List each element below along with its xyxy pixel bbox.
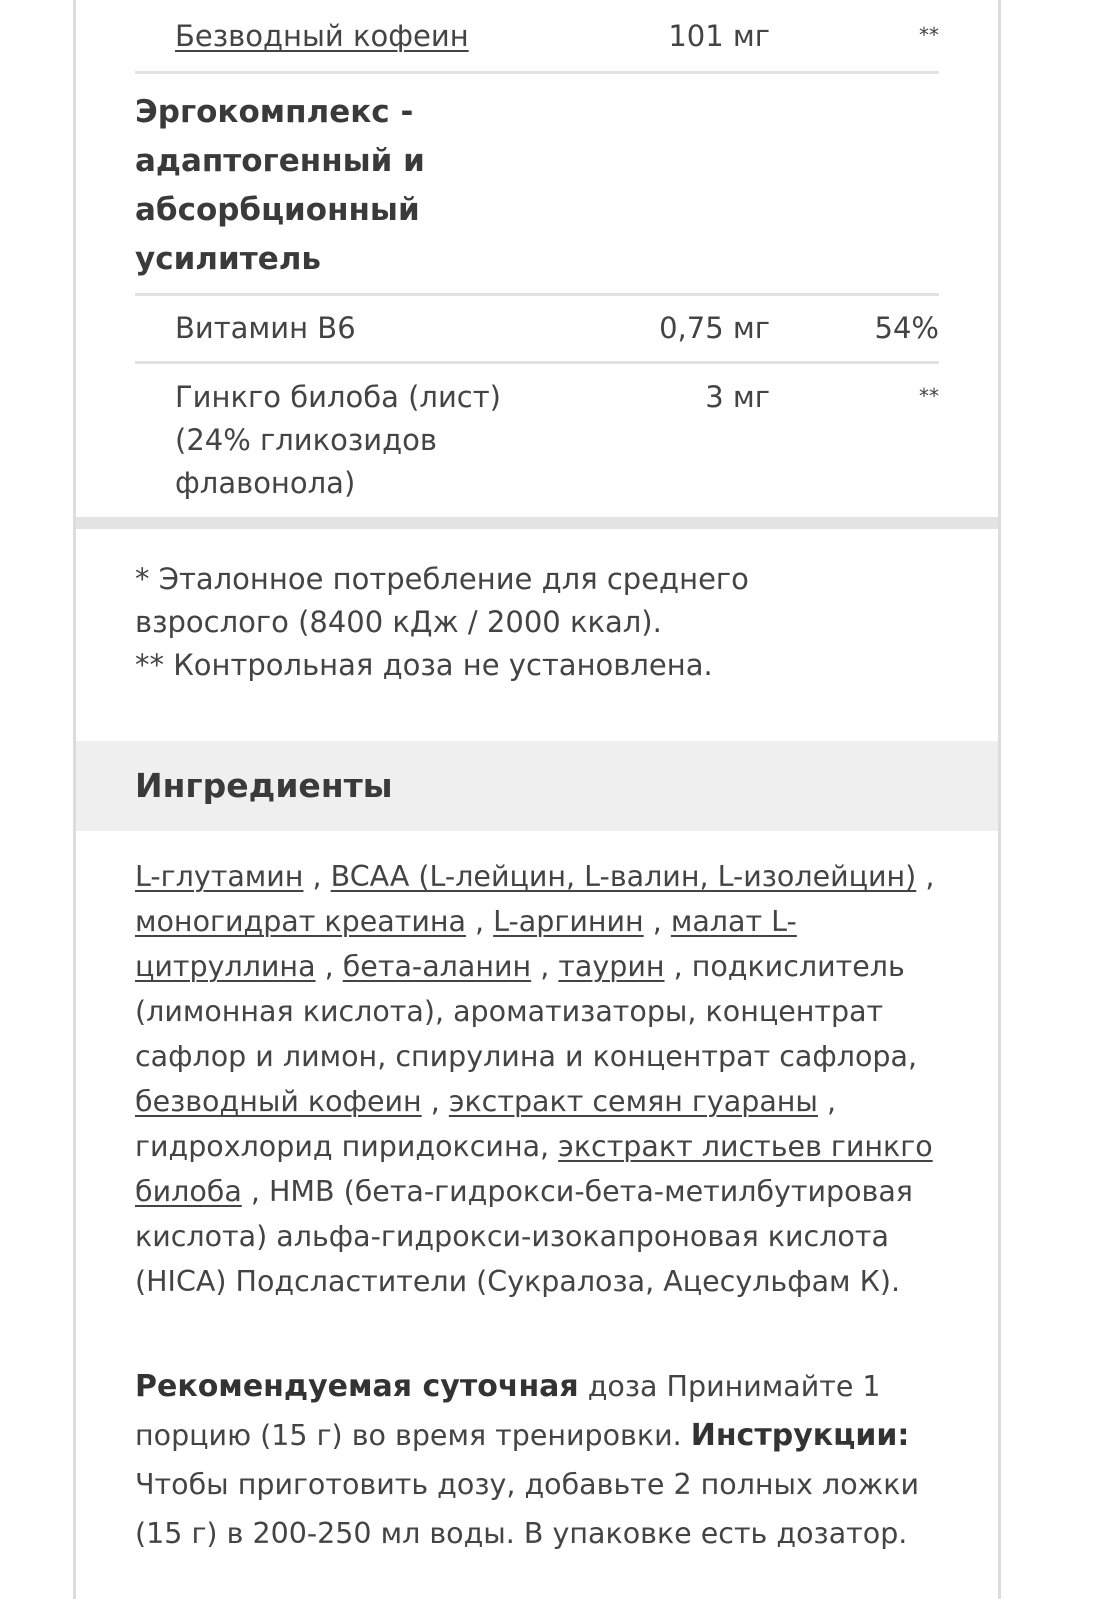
- table-row-b6: [135, 307, 939, 352]
- ingredient-b6: Витамин В6: [175, 311, 356, 345]
- footnote-reference-intake-2: взрослого (8400 кДж / 2000 ккал).: [135, 605, 662, 639]
- section-divider: [76, 517, 998, 529]
- row-divider: [135, 361, 939, 364]
- rv-caffeine: **: [919, 23, 939, 47]
- link-ginkgo-extract[interactable]: экстракт листьев гинкго билоба: [135, 1130, 933, 1208]
- link-l-arginine[interactable]: L-аргинин: [493, 905, 644, 938]
- row-divider: [135, 71, 939, 74]
- footnotes: [135, 558, 935, 687]
- footnote-no-dose: ** Контрольная доза не установлена.: [135, 648, 713, 682]
- amount-ginkgo: 3 мг: [705, 380, 770, 414]
- link-guarana-extract[interactable]: экстракт семян гуараны: [448, 1085, 818, 1118]
- link-l-glutamine[interactable]: L-глутамин: [135, 860, 304, 893]
- link-creatine[interactable]: моногидрат креатина: [135, 905, 466, 938]
- row-divider: [135, 293, 939, 296]
- table-row-caffeine: [135, 15, 939, 60]
- ingredients-title: Ингредиенты: [135, 766, 393, 805]
- ingredient-ginkgo: Гинкго билоба (лист) (24% гликозидов флавонола): [175, 380, 501, 500]
- instructions-label: Инструкции:: [690, 1418, 910, 1453]
- rv-b6: 54%: [874, 311, 939, 345]
- link-citrulline-malate[interactable]: малат L-цитруллина: [135, 905, 797, 983]
- table-row-ginkgo: [135, 376, 939, 506]
- ingredient-link-caffeine[interactable]: Безводный кофеин: [175, 19, 469, 53]
- group-title: Эргокомплекс - адаптогенный и абсорбционный усилитель: [135, 94, 425, 277]
- dosage-text: Рекомендуемая суточная доза Принимайте 1 порцию (15 г) во время тренировки. Инструкции: Чтобы приготовить дозу, добавьте 2 полных ложки (15 г) в 200-250 мл воды. В упаковке есть дозатор.: [135, 1369, 920, 1550]
- rv-ginkgo: **: [919, 384, 939, 408]
- footnote-reference-intake-1: * Эталонное потребление для среднего: [135, 562, 749, 596]
- link-taurine[interactable]: таурин: [558, 950, 665, 983]
- dosage-label: Рекомендуемая суточная: [135, 1369, 579, 1404]
- link-anhydrous-caffeine[interactable]: безводный кофеин: [135, 1085, 422, 1118]
- ingredients-text: L-глутамин , BCAA (L-лейцин, L-валин, L-изолейцин) , моногидрат креатина , L-аргинин , малат L-цитруллина , бета-аланин , таурин , подкислитель (лимонная кислота), ароматизаторы, концентрат сафлор и лимон, спирулина и концентрат сафлора, безводный кофеин , экстракт семян гуараны , гидрохлорид пиридоксина, экстракт листьев гинкго билоба , HMB (бета-гидрокси-бета-метилбутировая кислота) альфа-гидрокси-изокапроновая кислота (HICA) Подсластители (Сукралоза, Ацесульфам К).: [135, 860, 935, 1298]
- link-bcaa[interactable]: BCAA (L-лейцин, L-валин, L-изолейцин): [330, 860, 917, 893]
- amount-caffeine: 101 мг: [668, 19, 770, 53]
- link-beta-alanine[interactable]: бета-аланин: [342, 950, 532, 983]
- amount-b6: 0,75 мг: [659, 311, 770, 345]
